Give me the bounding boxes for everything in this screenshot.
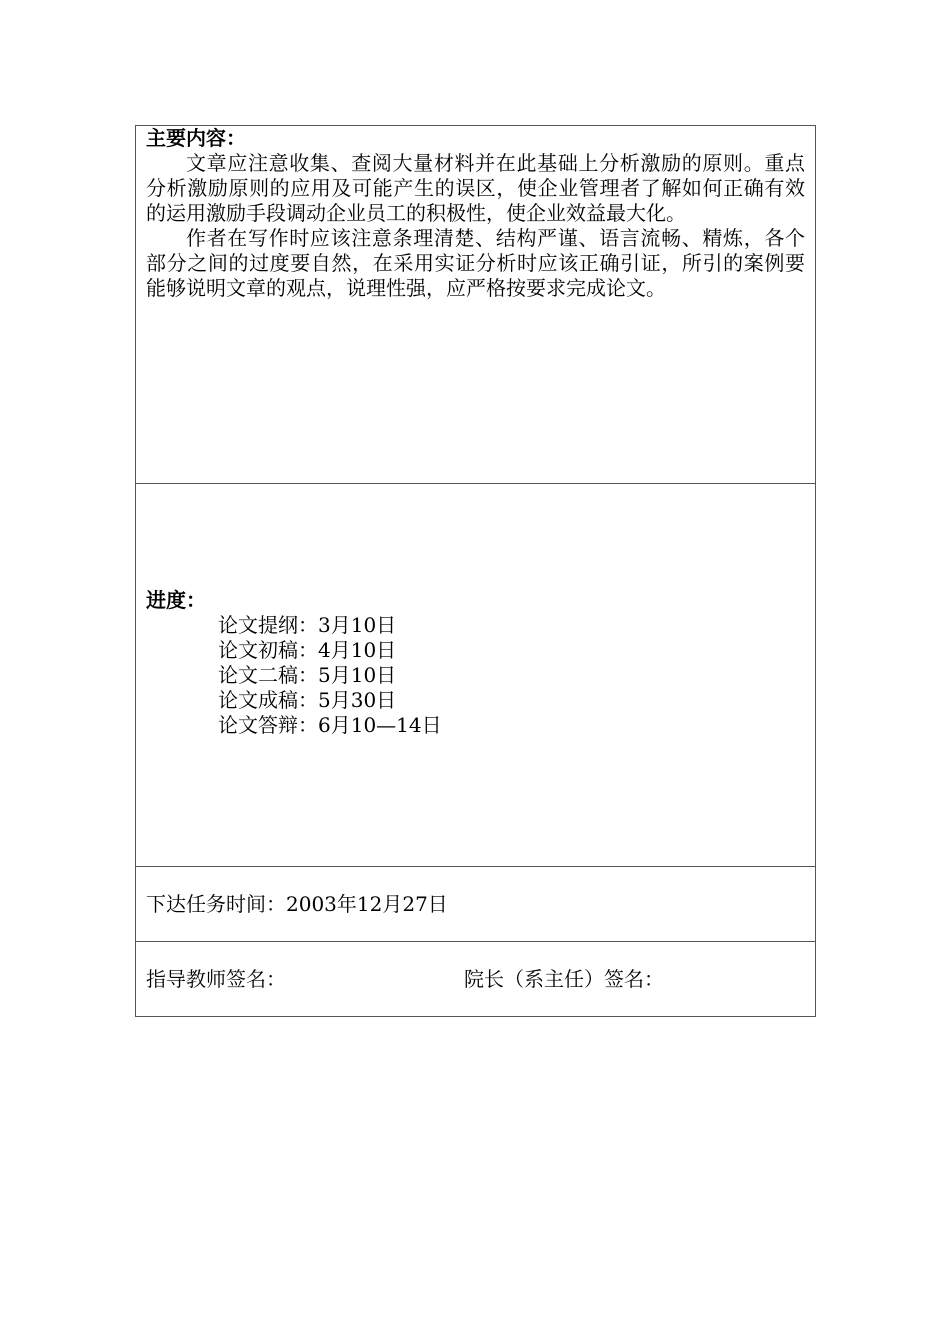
main-content-paragraph-2: 作者在写作时应该注意条理清楚、结构严谨、语言流畅、精炼，各个部分之间的过度要自然，在采用实证分析时应该正确引证，所引的案例要能够说明文章的观点，说理性强，应严格按要求完成论文。 [146, 226, 805, 300]
progress-item-outline: 论文提纲：3月10日 [218, 613, 397, 637]
issue-date-section [136, 867, 815, 942]
dean-signature-label: 院长（系主任）签名： [464, 966, 664, 991]
progress-item-first-draft: 论文初稿：4月10日 [218, 638, 397, 662]
progress-item-second-draft: 论文二稿：5月10日 [218, 663, 397, 687]
progress-item-defense: 论文答辩：6月10—14日 [218, 713, 442, 737]
progress-section [136, 484, 815, 867]
main-content-section [136, 126, 815, 484]
progress-heading: 进度： [146, 588, 206, 612]
progress-item-final-draft: 论文成稿：5月30日 [218, 688, 397, 712]
task-form-table [135, 125, 816, 1017]
progress-list [146, 613, 805, 738]
signature-section [136, 942, 815, 1016]
issue-date-text: 下达任务时间：2003年12月27日 [146, 891, 448, 916]
main-content-paragraph-1: 文章应注意收集、查阅大量材料并在此基础上分析激励的原则。重点分析激励原则的应用及可能产生的误区，使企业管理者了解如何正确有效的运用激励手段调动企业员工的积极性，使企业效益最大化。 [146, 151, 805, 225]
advisor-signature-label: 指导教师签名： [146, 966, 286, 991]
main-content-heading: 主要内容： [146, 126, 246, 150]
